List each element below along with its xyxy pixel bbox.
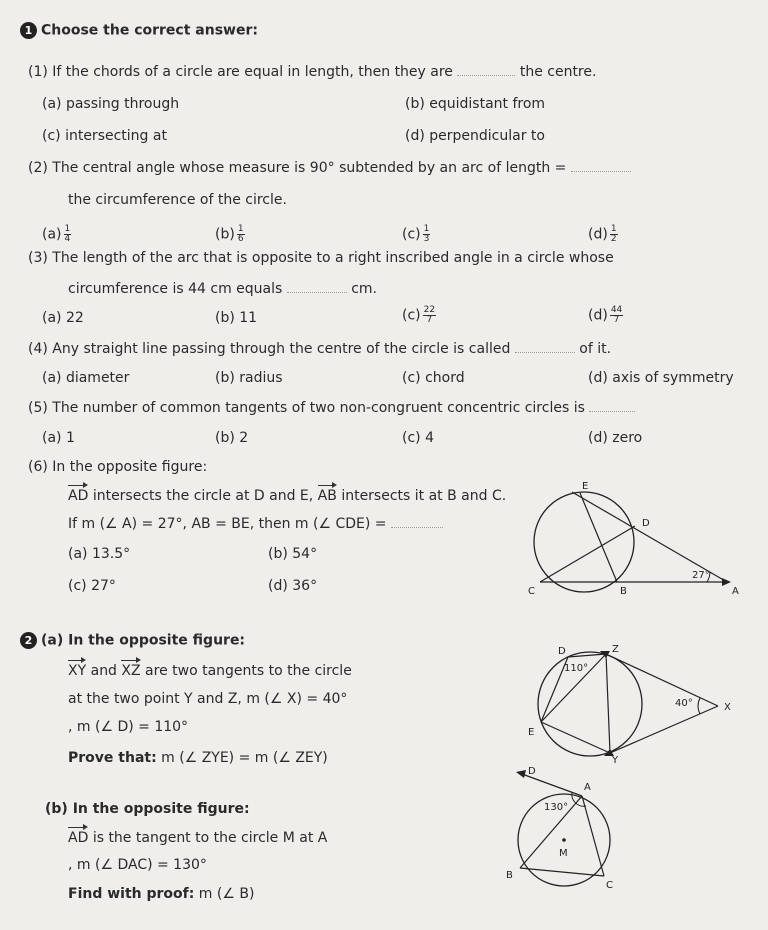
option-label: (d) (588, 226, 608, 243)
label-e: E (528, 727, 535, 738)
angle-x-arc (698, 698, 700, 714)
angle-d-label: 110° (564, 663, 589, 674)
label-d: D (558, 646, 566, 657)
denominator: 2 (610, 234, 617, 244)
q2a-heading (20, 632, 245, 649)
ray-xz: XZ (121, 663, 141, 679)
q6-option-a[interactable]: (a) 13.5° (68, 546, 131, 562)
q5-option-a[interactable]: (a) 1 (42, 430, 75, 446)
find-label: Find with proof: (68, 886, 195, 902)
ray-ad: AD (68, 488, 89, 504)
option-label: (a) (42, 226, 62, 243)
find-statement: m (∠ B) (198, 886, 255, 902)
q2a-title: (a) In the opposite figure: (41, 632, 246, 649)
q3-option-c[interactable] (402, 306, 436, 325)
label-x: X (724, 702, 731, 713)
q3-option-b[interactable]: (b) 11 (215, 310, 258, 326)
angle-label: 27° (692, 570, 710, 581)
q2a-line2: at the two point Y and Z, m (∠ X) = 40° (68, 691, 348, 707)
denominator: 4 (64, 234, 71, 244)
q5-option-b[interactable]: (b) 2 (215, 430, 249, 446)
q1-option-a[interactable]: (a) passing through (42, 96, 180, 112)
label-e: E (582, 481, 589, 492)
chord-ac (582, 796, 604, 876)
label-c: C (606, 880, 613, 891)
answer-blank (589, 403, 635, 412)
q2a-text: are two tangents to the circle (145, 663, 352, 679)
q6-text: intersects the circle at D and E, (92, 488, 314, 504)
label-d: D (642, 518, 650, 529)
q4-option-d[interactable]: (d) axis of symmetry (588, 370, 734, 386)
answer-blank (571, 163, 631, 172)
q2b-line2: , m (∠ DAC) = 130° (68, 857, 207, 873)
prove-statement: m (∠ ZYE) = m (∠ ZEY) (161, 750, 328, 766)
q6-text: If m (∠ A) = 27°, AB = BE, then m (∠ CDE) = (68, 516, 387, 532)
q2a-prove (68, 750, 328, 766)
q2-option-c[interactable] (402, 225, 430, 244)
q5-option-c[interactable]: (c) 4 (402, 430, 434, 446)
q2-stem-line2: the circumference of the circle. (68, 192, 287, 208)
ray-ab: AB (317, 488, 337, 504)
q2-stem (28, 160, 631, 176)
q3-text-end: cm. (351, 281, 378, 297)
q2b-line1 (68, 830, 327, 846)
q1-option-c[interactable]: (c) intersecting at (42, 128, 167, 144)
denominator: 7 (613, 315, 620, 325)
q2a-circle (538, 652, 642, 756)
label-m: M (559, 848, 568, 859)
q6-line1 (68, 488, 506, 504)
answer-blank (287, 284, 347, 293)
denominator: 7 (426, 315, 433, 325)
answer-blank (391, 519, 443, 528)
q2a-and: and (90, 663, 117, 679)
q4-text: (4) Any straight line passing through the centre of the circle is called (28, 341, 511, 357)
q5-stem (28, 400, 635, 416)
prove-label: Prove that: (68, 750, 157, 766)
label-a: A (584, 782, 591, 793)
tangent-ad (522, 774, 582, 796)
label-a: A (732, 586, 739, 597)
tangent-xz (606, 654, 718, 706)
numerator: 22 (423, 305, 436, 315)
option-label: (b) (215, 226, 235, 243)
denominator: 6 (237, 234, 244, 244)
q6-heading: (6) In the opposite figure: (28, 459, 208, 475)
q3-option-d[interactable] (588, 306, 623, 325)
q3-option-a[interactable]: (a) 22 (42, 310, 84, 326)
numerator: 1 (64, 224, 71, 234)
answer-blank (457, 67, 515, 76)
angle-x-label: 40° (675, 698, 693, 709)
q2-option-b[interactable] (215, 225, 245, 244)
q4-option-a[interactable]: (a) diameter (42, 370, 130, 386)
tangent-xy (610, 706, 718, 753)
section-number-badge: 1 (20, 22, 37, 39)
chord-zy (606, 654, 610, 753)
q1-option-d[interactable]: (d) perpendicular to (405, 128, 545, 144)
q3-stem-line2 (68, 281, 377, 297)
section-1-heading (20, 22, 258, 39)
q6-option-c[interactable]: (c) 27° (68, 578, 116, 594)
section-number-badge: 2 (20, 632, 37, 649)
q6-option-b[interactable]: (b) 54° (268, 546, 318, 562)
q6-figure (522, 480, 752, 600)
q5-text: (5) The number of common tangents of two non-congruent concentric circles is (28, 400, 585, 416)
q5-option-d[interactable]: (d) zero (588, 430, 643, 446)
q4-text-end: of it. (579, 341, 612, 357)
label-b: B (506, 870, 513, 881)
q2b-figure (500, 764, 640, 894)
option-label: (d) (588, 307, 608, 324)
numerator: 1 (423, 224, 430, 234)
q4-option-c[interactable]: (c) chord (402, 370, 465, 386)
fraction (610, 225, 618, 244)
label-y: Y (612, 755, 619, 765)
label-b: B (620, 586, 627, 597)
q1-stem (28, 64, 596, 80)
denominator: 3 (423, 234, 430, 244)
q2a-line1 (68, 663, 352, 679)
option-label: (c) (402, 226, 421, 243)
q4-stem (28, 341, 611, 357)
fraction (64, 225, 72, 244)
ray-ad: AD (68, 830, 89, 846)
q6-option-d[interactable]: (d) 36° (268, 578, 318, 594)
fraction (423, 225, 431, 244)
q6-line-be (580, 493, 617, 582)
q2-option-a[interactable] (42, 225, 71, 244)
q3-stem: (3) The length of the arc that is opposite to a right inscribed angle in a circle whose (28, 250, 614, 266)
q6-line2 (68, 516, 443, 532)
q3-text: circumference is 44 cm equals (68, 281, 283, 297)
label-c: C (528, 586, 535, 597)
q2b-heading: (b) In the opposite figure: (45, 801, 250, 817)
numerator: 1 (237, 224, 244, 234)
center-m (562, 838, 566, 842)
q2a-figure (528, 640, 758, 765)
label-d: D (528, 766, 536, 777)
ray-xy: XY (68, 663, 87, 679)
q2b-text: is the tangent to the circle M at A (92, 830, 328, 846)
chord-ey (541, 722, 610, 753)
q6-line-cd (540, 526, 635, 582)
option-label: (c) (402, 307, 421, 324)
q1-text: (1) If the chords of a circle are equal in length, then they are (28, 64, 453, 80)
numerator: 1 (610, 224, 617, 234)
q2a-line3: , m (∠ D) = 110° (68, 719, 189, 735)
q2b-find (68, 886, 254, 902)
q1-option-b[interactable]: (b) equidistant from (405, 96, 546, 112)
q6-line-ad (572, 492, 727, 582)
label-z: Z (612, 644, 619, 655)
q2-text: (2) The central angle whose measure is 90° subtended by an arc of length = (28, 160, 567, 176)
q4-option-b[interactable]: (b) radius (215, 370, 283, 386)
section-title: Choose the correct answer: (41, 22, 258, 39)
angle-label: 130° (544, 802, 569, 813)
fraction (237, 225, 245, 244)
fraction (423, 306, 436, 325)
q2-option-d[interactable] (588, 225, 618, 244)
chord-bc (520, 868, 604, 876)
arrow-d (516, 770, 526, 778)
fraction (610, 306, 623, 325)
answer-blank (515, 344, 575, 353)
q1-text-end: the centre. (519, 64, 597, 80)
numerator: 44 (610, 305, 623, 315)
q6-text-end: intersects it at B and C. (341, 488, 507, 504)
